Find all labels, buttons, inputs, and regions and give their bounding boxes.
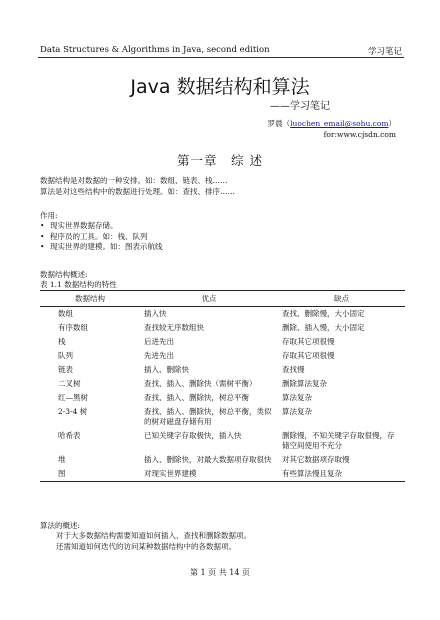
- table-cell: 查找、插入、删除快，树总平衡，类似的树对磁盘存储有用: [144, 407, 272, 426]
- table-cell: 删除慢，不知关键字存取很慢，存储空间使用不充分: [282, 431, 395, 450]
- table-cell: 查找、删除慢，大小固定: [282, 309, 365, 318]
- table-row: [40, 429, 405, 453]
- table-cell: 算法复杂: [282, 393, 312, 402]
- table-cell: 删除算法复杂: [282, 379, 327, 388]
- table-cell: 堆: [58, 455, 66, 464]
- table-row: [40, 467, 405, 482]
- table-cell: 插入、删除快，对最大数据项存取很快: [144, 455, 272, 464]
- table-row: [40, 307, 405, 322]
- summary-line: 还需知道如何迭代的访问某种数据结构中的各数据项。: [56, 541, 236, 551]
- table-cell: 有序数组: [58, 323, 88, 332]
- table-row: [40, 335, 405, 349]
- document-title: Java 数据结构和算法: [130, 76, 310, 98]
- table-cell: 已知关键字存取极快，插入快: [144, 431, 242, 440]
- author-site: for:www.cjsdn.com: [323, 130, 396, 139]
- intro-line: 算法是对这些结构中的数据进行处理。如：查找、排序……: [40, 186, 235, 196]
- table-cell: 存取其它项很慢: [282, 351, 335, 360]
- intro-line: 数据结构是对数据的一种安排。如：数组、链表、栈……: [40, 176, 228, 185]
- table-cell: 二叉树: [58, 379, 81, 388]
- table-cell: 红—黑树: [58, 393, 88, 402]
- table-cell: 数组: [58, 309, 73, 318]
- table-cell: 查找、插入、删除快（需树平衡）: [144, 379, 257, 388]
- table-header-row: [40, 291, 405, 307]
- table-row: [40, 363, 405, 377]
- table-row: [40, 321, 405, 335]
- summary-paragraph: [40, 531, 251, 552]
- table-cell: 图: [40, 467, 140, 482]
- table-cell: 链表: [58, 365, 73, 374]
- table-cell: 查找慢: [282, 365, 305, 374]
- author-block: [268, 118, 396, 140]
- table-cell: 删除、插入慢，大小固定: [282, 323, 365, 332]
- table-cell: 存取其它项很慢: [282, 337, 335, 346]
- author-email-link[interactable]: luochen_email@sohu.com: [290, 119, 389, 128]
- list-item: • 程序员的工具。如：栈、队列: [40, 232, 163, 243]
- data-structure-table: [40, 290, 405, 482]
- intro-paragraph: [40, 176, 235, 197]
- table-row: [40, 405, 405, 429]
- uses-list: [40, 221, 163, 253]
- column-header: 缺点: [278, 291, 405, 307]
- author-name-close: ）: [388, 119, 396, 128]
- summary-line: 对于大多数据结构需要知道如何插入、查找和删除数据项。: [56, 531, 251, 540]
- header-divider: [38, 57, 404, 58]
- chapter-heading: 第一章 综 述: [177, 153, 263, 168]
- header-notes-label: 学习笔记: [367, 47, 402, 57]
- author-line: [268, 118, 396, 129]
- table-row: [40, 377, 405, 391]
- page-footer: 第 1 页 共 14 页: [190, 568, 250, 577]
- table-cell: 后进先出: [144, 337, 174, 346]
- table-cell: 有些算法慢且复杂: [278, 467, 405, 482]
- table-cell: 算法复杂: [282, 407, 312, 416]
- table-cell: 插入快: [144, 309, 167, 318]
- table-cell: 队列: [58, 351, 73, 360]
- document-subtitle: ——学习笔记: [270, 101, 330, 112]
- table-row: [40, 453, 405, 467]
- table-row: [40, 391, 405, 405]
- column-header: 数据结构: [40, 291, 140, 307]
- uses-heading: 作用:: [40, 211, 58, 220]
- author-name: 罗晨（: [267, 119, 291, 128]
- overview-heading: 数据结构概述:: [40, 270, 88, 279]
- table-cell: 2-3-4 树: [58, 407, 88, 416]
- header-book-title: Data Structures & Algorithms in Java, second edition: [40, 45, 270, 55]
- table-row: [40, 349, 405, 363]
- summary-heading: 算法的概述:: [40, 521, 81, 530]
- table-cell: 查找较无序数组快: [144, 323, 204, 332]
- table-cell: 查找、插入、删除快，树总平衡: [144, 393, 249, 402]
- list-item: • 现实世界的建模。如：图表示航线: [40, 242, 163, 253]
- table-cell: 先进先出: [144, 351, 174, 360]
- table-cell: 对其它数据项存取慢: [282, 455, 350, 464]
- column-header: 优点: [140, 291, 278, 307]
- table-cell: 栈: [58, 337, 66, 346]
- table-cell: 哈希表: [58, 431, 81, 440]
- list-item: • 现实世界数据存储。: [40, 221, 163, 232]
- table-caption: 表 1.1 数据结构的特性: [40, 280, 117, 289]
- table-cell: 对现实世界建模: [140, 467, 278, 482]
- table-cell: 插入、删除快: [144, 365, 189, 374]
